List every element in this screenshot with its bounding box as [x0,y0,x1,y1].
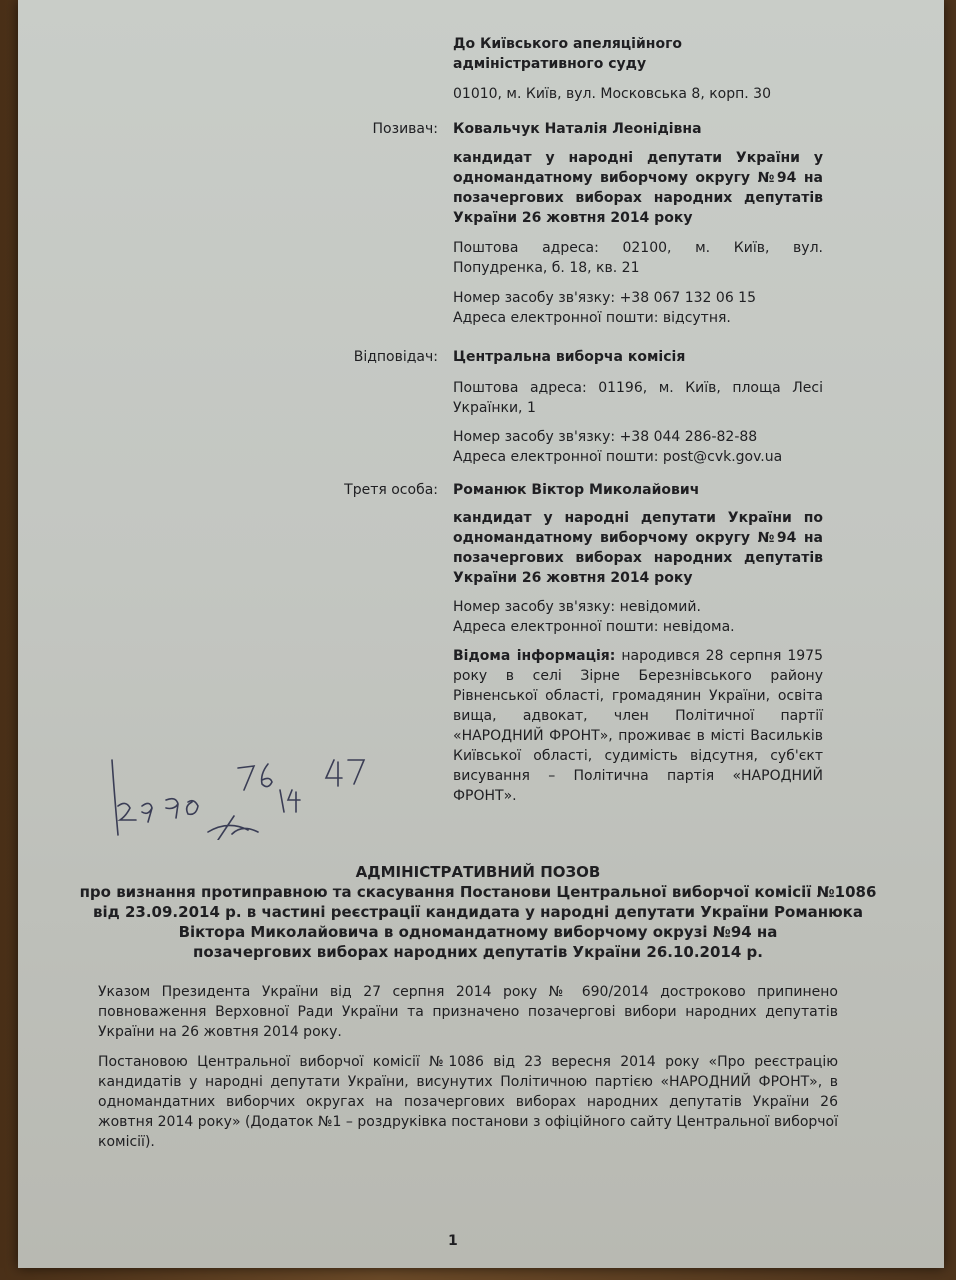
plaintiff-postal: Поштова адреса: 02100, м. Київ, вул. Попудренка, б. 18, кв. 21 [453,240,823,276]
handwritten-note [108,750,368,840]
plaintiff-email: Адреса електронної пошти: відсутня. [453,310,731,326]
info-text: народився 28 серпня 1975 року в селі Зірне Березнівського району Рівненської області, громадянин України, освіта вища, адвокат, член Політичної партії «НАРОДНИЙ ФРОНТ», проживає в місті Васильків Київської області, судимість відсутня, суб'єкт висування – Політична партія «НАРОДНИЙ ФРОНТ». [453,648,823,804]
defendant-postal: Поштова адреса: 01196, м. Київ, площа Лесі Українки, 1 [453,380,823,416]
third-party-name: Романюк Віктор Миколайович [453,482,700,498]
body-paragraph-2: Постановою Центральної виборчої комісії №1086 від 23 вересня 2014 року «Про реєстрацію кандидатів у народні депутати України, висунутих Політичною партією «НАРОДНИЙ ФРОНТ», в одномандатних виборчих округах на позачергових виборах народних депутатів України 26 жовтня 2014 року» (Додаток №1 – роздруківка постанови з офіційного сайту Центральної виборчої комісії). [98,1054,838,1150]
third-party-label: Третя особа: [344,482,438,498]
third-party-phone: Номер засобу зв'язку: невідомий. [453,599,701,615]
info-label: Відома інформація: [453,648,616,664]
third-party-info [453,646,823,806]
plaintiff-status: кандидат у народні депутати України у одномандатному виборчому округу №94 на позачергових виборах народних депутатів України 26 жовтня 2014 року [453,150,823,226]
document-heading: АДМІНІСТРАТИВНИЙ ПОЗОВ [355,863,601,881]
title-line-4: позачергових виборах народних депутатів України 26.10.2014 р. [193,943,763,961]
page-number: 1 [448,1233,458,1249]
defendant-phone: Номер засобу зв'язку: +38 044 286-82-88 [453,429,758,445]
court-address: 01010, м. Київ, вул. Московська 8, корп. 30 [453,86,771,102]
addressee-line-2: адміністративного суду [453,56,647,72]
addressee [453,34,682,74]
title-line-3: Віктора Миколайовича в одномандатному виборчому окрузі №94 на [178,923,778,941]
defendant-name: Центральна виборча комісія [453,349,686,365]
title-line-1: про визнання протиправною та скасування Постанови Центральної виборчої комісії №1086 [79,883,877,901]
body-paragraph-1: Указом Президента України від 27 серпня 2014 року № 690/2014 достроково припинено повноваження Верховної Ради України та призначено позачергові вибори народних депутатів України на 26 жовтня 2014 року. [98,984,838,1040]
document-page [18,0,944,1268]
plaintiff-label: Позивач: [372,121,438,137]
third-party-email: Адреса електронної пошти: невідома. [453,619,735,635]
third-party-status: кандидат у народні депутати України по одномандатному виборчому округу №94 на позачергових виборах народних депутатів України 26 жовтня 2014 року [453,510,823,586]
defendant-email: Адреса електронної пошти: post@cvk.gov.ua [453,449,783,465]
plaintiff-name: Ковальчук Наталія Леонідівна [453,121,702,137]
addressee-line-1: До Київського апеляційного [453,36,683,52]
plaintiff-phone: Номер засобу зв'язку: +38 067 132 06 15 [453,290,756,306]
title-line-2: від 23.09.2014 р. в частині реєстрації кандидата у народні депутати України Романюка [93,903,863,921]
defendant-label: Відповідач: [353,349,438,365]
